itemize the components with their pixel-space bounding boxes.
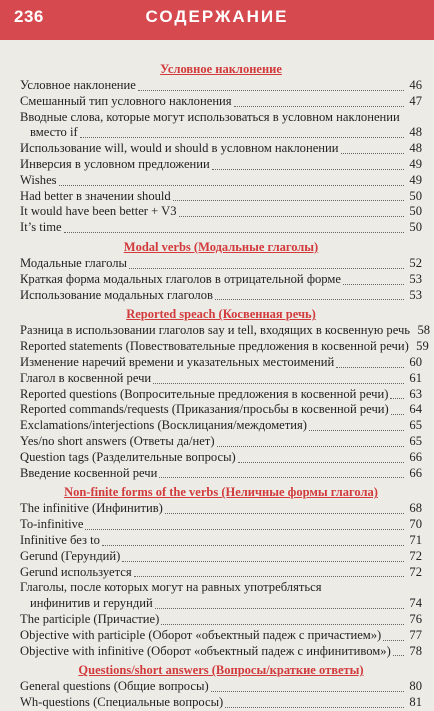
- toc-entry-page: 78: [409, 643, 422, 658]
- section-title: Reported speach (Косвенная речь): [126, 307, 316, 322]
- toc-entry-page: 53: [409, 287, 422, 302]
- toc-entry-page: 60: [409, 354, 422, 369]
- toc-entry-page: 65: [409, 433, 422, 448]
- toc-entry-page: 49: [409, 156, 422, 171]
- toc-entry-page: 70: [409, 517, 422, 532]
- dot-leader: [80, 136, 404, 138]
- toc-entry: [20, 679, 422, 695]
- toc-entry-page: 58: [417, 323, 431, 338]
- toc-entry-text: To-infinitive: [20, 517, 84, 532]
- toc-entry: [20, 339, 429, 355]
- toc-entry-line: [20, 596, 422, 612]
- toc-entry: [20, 517, 422, 533]
- toc-entry-page: 71: [409, 532, 422, 547]
- dot-leader: [85, 528, 404, 530]
- toc-entry-page: 50: [409, 204, 422, 219]
- dot-leader: [343, 283, 404, 285]
- toc-entry-text: Введение косвенной речи: [20, 465, 158, 480]
- dot-leader: [341, 152, 404, 154]
- dot-leader: [129, 267, 404, 269]
- section-title: Non-finite forms of the verbs (Неличные формы глагола): [64, 485, 378, 500]
- toc-entry-text: Модальные глаголы: [20, 255, 128, 270]
- toc-entry: [20, 580, 422, 612]
- toc-entry-page: 63: [409, 386, 422, 401]
- toc-entry-page: 50: [409, 188, 422, 203]
- toc-entry-page: 53: [409, 271, 422, 286]
- dot-leader: [393, 654, 404, 656]
- toc-entry: [20, 402, 422, 418]
- toc-entry-text: Изменение наречий времени и указательных местоимений: [20, 354, 335, 369]
- toc-entry-page: 49: [409, 172, 422, 187]
- toc-entry: [20, 323, 431, 339]
- toc-entry: [20, 695, 422, 711]
- toc-entry-page: 66: [409, 449, 422, 464]
- toc-entry-page: 61: [409, 370, 422, 385]
- toc-entry-text: Wh-questions (Специальные вопросы): [20, 695, 224, 710]
- toc-entry-line: [20, 125, 422, 141]
- toc-entry-text: The participle (Причастие): [20, 611, 160, 626]
- section-title: Условное наклонение: [160, 62, 282, 76]
- toc-entry-text: General questions (Общие вопросы): [20, 679, 209, 694]
- dot-leader: [173, 199, 404, 201]
- toc-entry: [20, 533, 422, 549]
- dot-leader: [211, 690, 404, 692]
- toc-entry-text: Reported questions (Вопросительные предложения в косвенной речи): [20, 386, 389, 401]
- toc-entry: [20, 78, 422, 94]
- toc-entry: [20, 371, 422, 387]
- toc-entry: [20, 355, 422, 371]
- toc-entry-text: Reported commands/requests (Приказания/просьбы в косвенной речи): [20, 402, 389, 417]
- toc-entry: [20, 628, 422, 644]
- toc-entry-text: Had better в значении should: [20, 188, 171, 203]
- toc-entry: [20, 256, 422, 272]
- toc-entry: [20, 612, 422, 628]
- toc-entry-page: 46: [409, 78, 422, 92]
- toc-entry-text: Использование модальных глаголов: [20, 287, 213, 302]
- toc-entry-text: Infinitive без to: [20, 532, 100, 547]
- toc-entry: [20, 387, 422, 403]
- dot-leader: [225, 706, 404, 708]
- toc-entry-text: Краткая форма модальных глаголов в отрицательной форме: [20, 271, 341, 286]
- toc-entry-page: 66: [409, 465, 422, 480]
- toc-entry: [20, 141, 422, 157]
- toc-entry: [20, 204, 422, 220]
- toc-entry-page: 48: [409, 141, 422, 156]
- dot-leader: [134, 575, 404, 577]
- dot-leader: [59, 184, 404, 186]
- toc-entry: [20, 418, 422, 434]
- toc-entry: [20, 549, 422, 565]
- dot-leader: [64, 231, 404, 233]
- dot-leader: [390, 397, 404, 399]
- toc-entry: [20, 450, 422, 466]
- dot-leader: [138, 89, 404, 91]
- dot-leader: [215, 298, 404, 300]
- toc-entry-text: Wishes: [20, 172, 57, 187]
- toc-entry-text: Gerund используется: [20, 564, 132, 579]
- toc-entry-text: Глагол в косвенной речи: [20, 370, 152, 385]
- page-header: [0, 0, 434, 40]
- toc-entry-text: Question tags (Разделительные вопросы): [20, 449, 236, 464]
- dot-leader: [155, 607, 404, 609]
- toc-entry: [20, 288, 422, 304]
- toc-entry-text: Exclamations/interjections (Восклицания/междометия): [20, 418, 307, 433]
- dot-leader: [309, 429, 404, 431]
- dot-leader: [122, 560, 404, 562]
- dot-leader: [336, 366, 404, 368]
- toc-entry: [20, 189, 422, 205]
- toc-entry: [20, 644, 422, 660]
- toc-entry-text: Objective with infinitive (Оборот «объектный падеж с инфинитивом»): [20, 643, 391, 658]
- toc-entry-page: 77: [409, 627, 422, 642]
- dot-leader: [159, 476, 404, 478]
- toc-entry-text: Глаголы, после которых могут на равных употребляться: [20, 580, 322, 595]
- dot-leader: [153, 382, 404, 384]
- page-title: СОДЕРЖАНИЕ: [145, 7, 289, 26]
- table-of-contents: [20, 58, 431, 711]
- dot-leader: [391, 413, 404, 415]
- toc-entry: [20, 173, 422, 189]
- toc-entry-text: It’s time: [20, 220, 62, 235]
- toc-entry: [20, 94, 422, 110]
- toc-entry-text-continued: вместо if: [30, 125, 78, 140]
- toc-entry: [20, 434, 422, 450]
- toc-entry-text: Использование will, would и should в условном наклонении: [20, 141, 339, 156]
- toc-entry-text: Reported statements (Повествовательные предложения в косвенной речи): [20, 339, 409, 354]
- dot-leader: [383, 639, 404, 641]
- page-number: 236: [14, 7, 44, 26]
- toc-entry: [20, 501, 422, 517]
- toc-entry-page: 72: [409, 548, 422, 563]
- toc-entry-text: Gerund (Герундий): [20, 548, 121, 563]
- toc-entry-page: 80: [409, 679, 422, 694]
- dot-leader: [234, 105, 404, 107]
- dot-leader: [161, 623, 404, 625]
- toc-entry-text: Yes/no short answers (Ответы да/нет): [20, 433, 215, 448]
- toc-entry: [20, 565, 422, 581]
- toc-entry-page: 81: [409, 695, 422, 710]
- toc-entry-page: 76: [409, 611, 422, 626]
- toc-entry-text-continued: инфинитив и герундий: [30, 596, 153, 611]
- toc-entry-page: 68: [409, 501, 422, 516]
- toc-entry-text: The infinitive (Инфинитив): [20, 501, 163, 516]
- toc-entry-page: 65: [409, 418, 422, 433]
- toc-entry: [20, 157, 422, 173]
- dot-leader: [212, 168, 404, 170]
- dot-leader: [238, 461, 404, 463]
- toc-entry-page: 72: [409, 564, 422, 579]
- dot-leader: [102, 544, 404, 546]
- toc-entry-page: 74: [409, 596, 422, 611]
- toc-entry: [20, 110, 422, 142]
- toc-entry-text: Разница в использовании глаголов say и tell, входящих в косвенную речь: [20, 323, 411, 338]
- toc-entry-text: Смешанный тип условного наклонения: [20, 93, 232, 108]
- dot-leader: [165, 512, 404, 514]
- toc-entry-text: Вводные слова, которые могут использоваться в условном наклонении: [20, 109, 400, 124]
- toc-entry: [20, 220, 422, 236]
- dot-leader: [179, 215, 404, 217]
- toc-entry-page: 64: [409, 402, 422, 417]
- toc-entry-text: Objective with participle (Оборот «объектный падеж с причастием»): [20, 627, 382, 642]
- toc-entry-text: Условное наклонение: [20, 78, 136, 92]
- toc-entry-text: It would have been better + V3: [20, 204, 177, 219]
- section-title: Questions/short answers (Вопросы/краткие ответы): [78, 663, 364, 678]
- dot-leader: [217, 445, 404, 447]
- toc-entry-page: 52: [409, 255, 422, 270]
- toc-entry-text: Инверсия в условном предложении: [20, 156, 210, 171]
- toc-entry: [20, 466, 422, 482]
- toc-entry-page: 50: [409, 220, 422, 235]
- toc-entry: [20, 272, 422, 288]
- section-title: Modal verbs (Модальные глаголы): [123, 239, 319, 254]
- toc-entry-page: 59: [416, 339, 429, 354]
- toc-entry-page: 48: [409, 125, 422, 140]
- toc-entry-page: 47: [409, 93, 422, 108]
